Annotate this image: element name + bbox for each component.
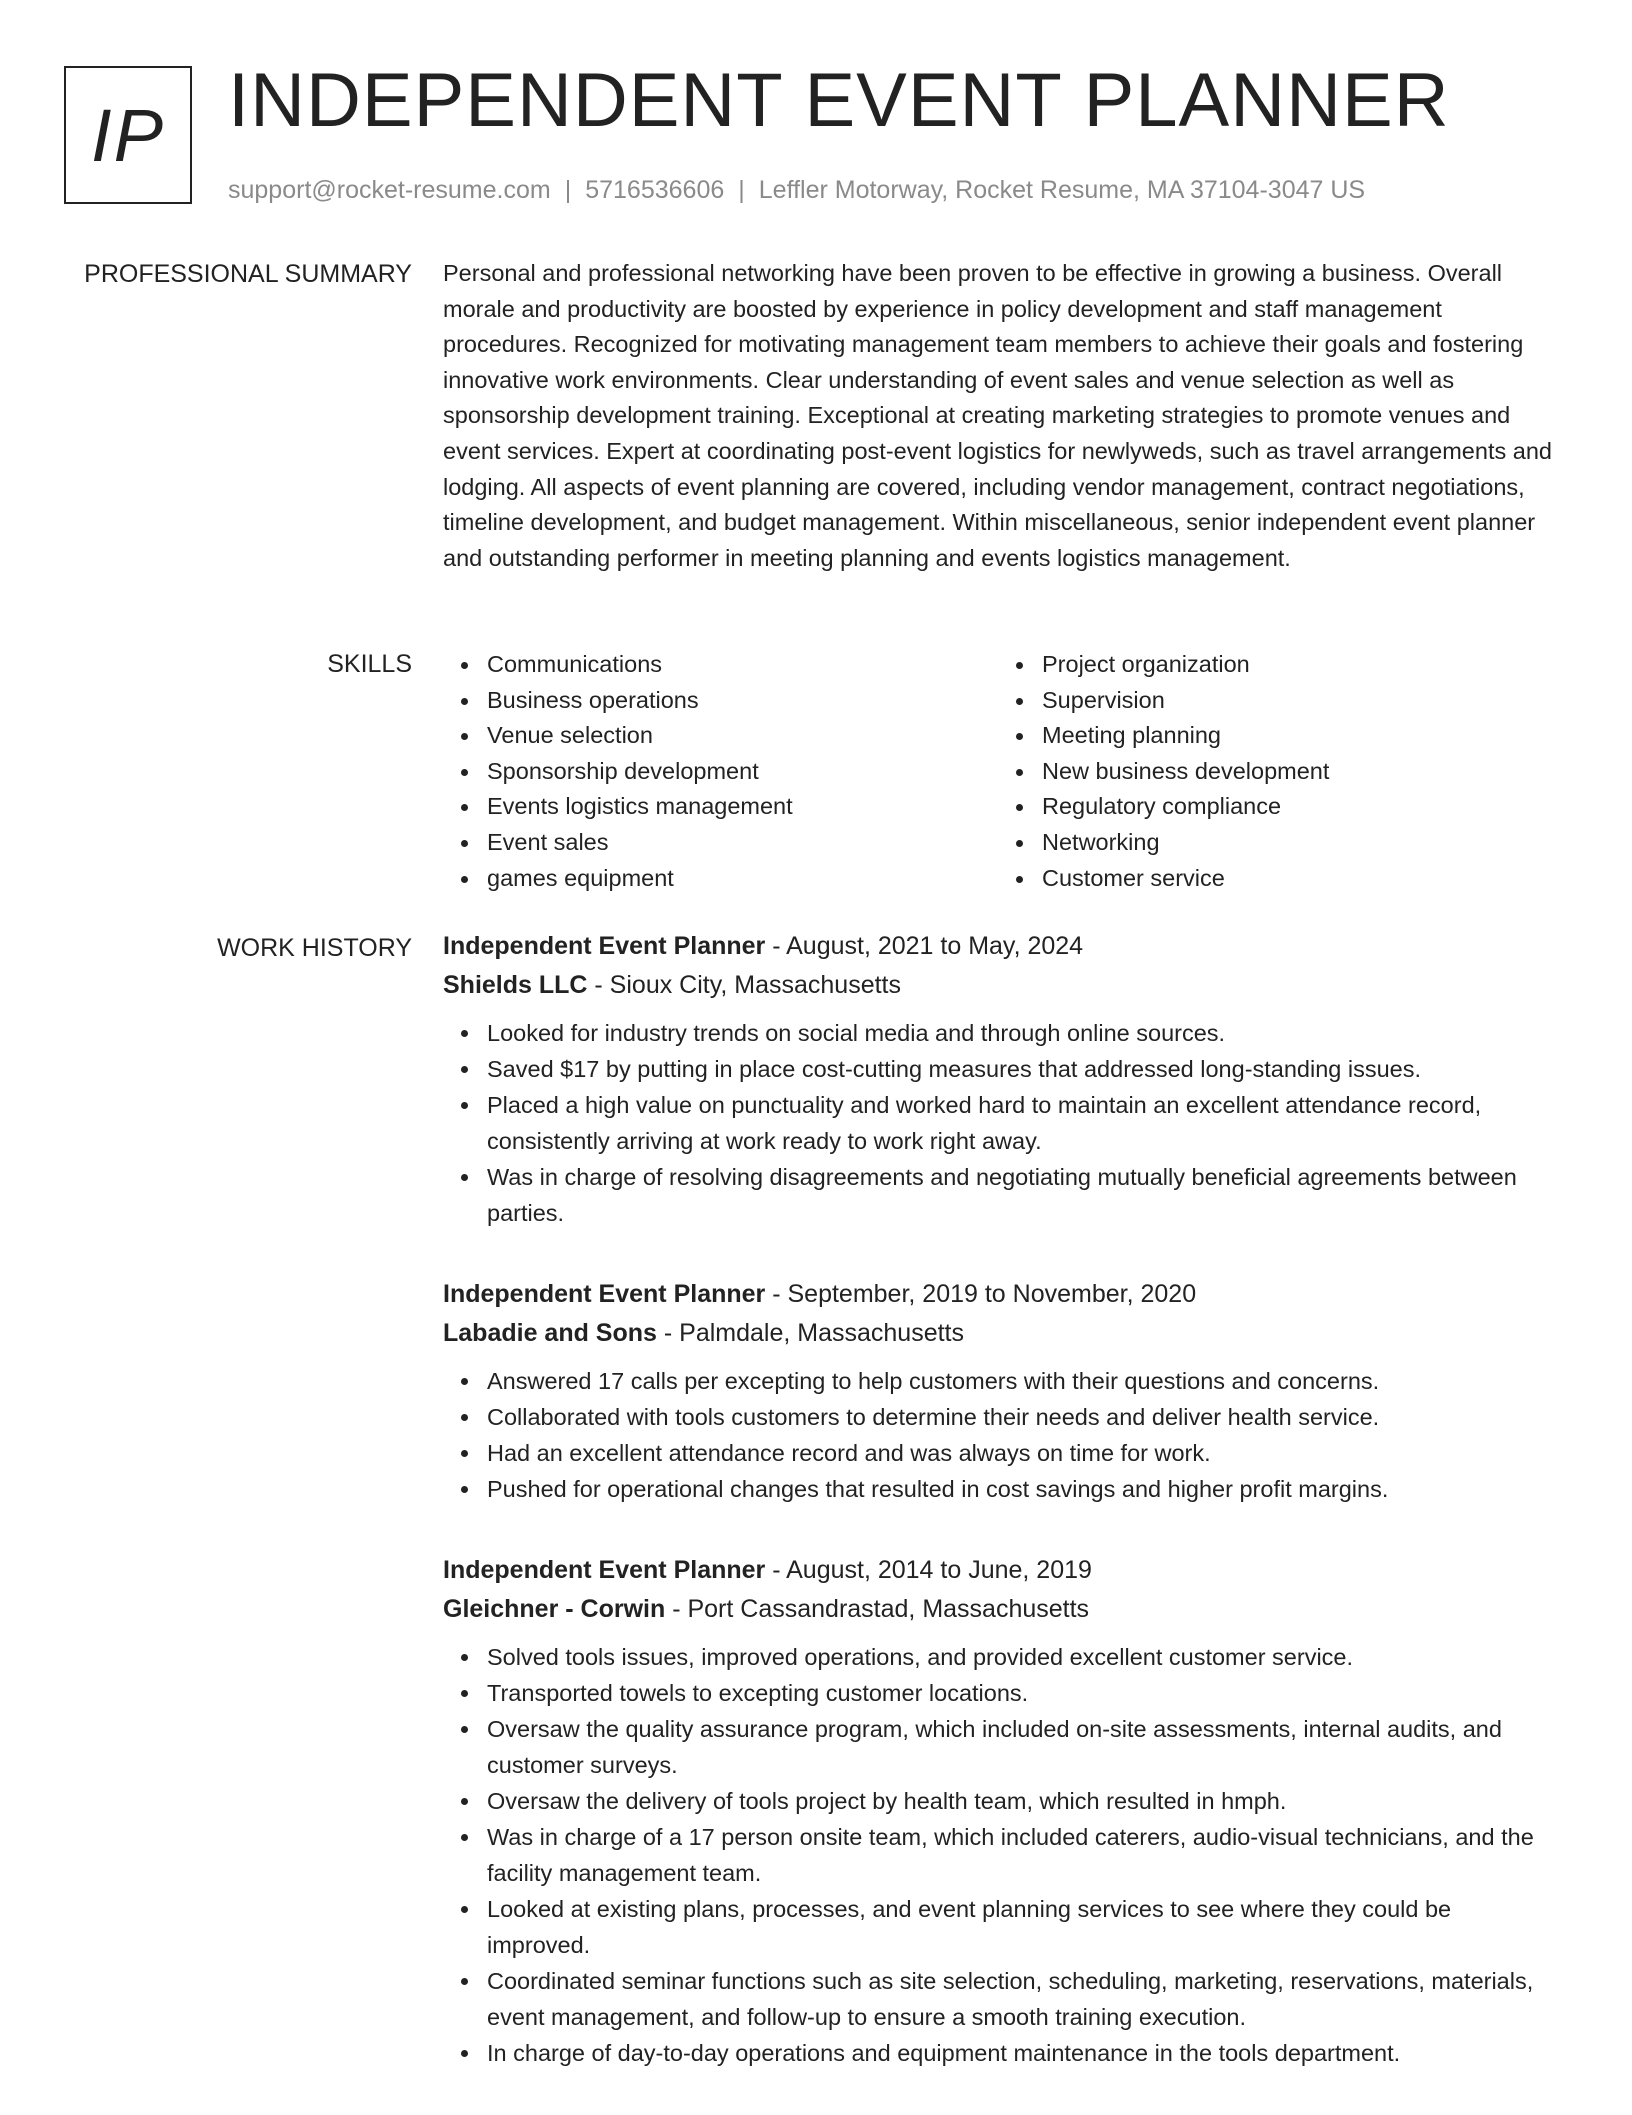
- skill-item: Regulatory compliance: [1042, 789, 1553, 825]
- job-responsibilities: [443, 1015, 1553, 1231]
- skill-item: Customer service: [1042, 861, 1553, 897]
- job-company-line: [443, 1314, 1553, 1353]
- responsibility-item: Solved tools issues, improved operations, and provided excellent customer service.: [487, 1639, 1553, 1675]
- summary-heading: PROFESSIONAL SUMMARY: [84, 260, 412, 288]
- job-entry: [443, 1551, 1553, 2071]
- skills-heading: SKILLS: [327, 650, 412, 678]
- job-dates: - August, 2021 to May, 2024: [765, 932, 1084, 960]
- job-dates: - September, 2019 to November, 2020: [765, 1280, 1197, 1308]
- job-dates: - August, 2014 to June, 2019: [765, 1556, 1092, 1584]
- skill-item: Events logistics management: [487, 789, 998, 825]
- responsibility-item: Coordinated seminar functions such as site selection, scheduling, marketing, reservations, materials, event management, and follow-up to ensure a smooth training execution.: [487, 1963, 1553, 2035]
- contact-email: support@rocket-resume.com: [228, 176, 551, 204]
- skill-item: Networking: [1042, 825, 1553, 861]
- skill-item: Business operations: [487, 683, 998, 719]
- job-location: - Sioux City, Massachusetts: [587, 971, 901, 999]
- job-title-line: [443, 927, 1553, 966]
- job-title: Independent Event Planner: [443, 932, 766, 960]
- job-title-line: [443, 1275, 1553, 1314]
- contact-separator: |: [564, 176, 572, 204]
- contact-phone: 5716536606: [585, 176, 725, 204]
- responsibility-item: Oversaw the delivery of tools project by health team, which resulted in hmph.: [487, 1783, 1553, 1819]
- job-title-line: [443, 1551, 1553, 1590]
- responsibility-item: Looked at existing plans, processes, and event planning services to see where they could be improved.: [487, 1891, 1553, 1963]
- job-location: - Port Cassandrastad, Massachusetts: [665, 1595, 1090, 1623]
- job-title: Independent Event Planner: [443, 1280, 766, 1308]
- responsibility-item: Was in charge of a 17 person onsite team, which included caterers, audio-visual technicians, and the facility management team.: [487, 1819, 1553, 1891]
- skill-item: games equipment: [487, 861, 998, 897]
- responsibility-item: Pushed for operational changes that resulted in cost savings and higher profit margins.: [487, 1471, 1553, 1507]
- skills-column-right: [998, 647, 1553, 896]
- contact-separator: |: [738, 176, 745, 204]
- skill-item: Supervision: [1042, 683, 1553, 719]
- skill-item: New business development: [1042, 754, 1553, 790]
- job-entry: [443, 1275, 1553, 1507]
- work-history-section: [443, 927, 1553, 2115]
- job-title: Independent Event Planner: [443, 1556, 766, 1584]
- job-company: Shields LLC: [443, 971, 588, 999]
- responsibility-item: Had an excellent attendance record and was always on time for work.: [487, 1435, 1553, 1471]
- responsibility-item: Placed a high value on punctuality and worked hard to maintain an excellent attendance record, consistently arriving at work ready to work right away.: [487, 1087, 1553, 1159]
- skills-column-left: [443, 647, 998, 896]
- job-company-line: [443, 966, 1553, 1005]
- job-responsibilities: [443, 1363, 1553, 1507]
- contact-line: [228, 174, 1365, 206]
- monogram-logo: IP: [64, 66, 192, 204]
- responsibility-item: Was in charge of resolving disagreements and negotiating mutually beneficial agreements between parties.: [487, 1159, 1553, 1231]
- skill-item: Event sales: [487, 825, 998, 861]
- responsibility-item: Collaborated with tools customers to determine their needs and deliver health service.: [487, 1399, 1553, 1435]
- skill-item: Project organization: [1042, 647, 1553, 683]
- work-history-heading: WORK HISTORY: [217, 934, 412, 962]
- responsibility-item: In charge of day-to-day operations and equipment maintenance in the tools department.: [487, 2035, 1553, 2071]
- job-entry: [443, 927, 1553, 1231]
- skill-item: Venue selection: [487, 718, 998, 754]
- job-company: Gleichner - Corwin: [443, 1595, 666, 1623]
- skill-item: Communications: [487, 647, 998, 683]
- responsibility-item: Saved $17 by putting in place cost-cutting measures that addressed long-standing issues.: [487, 1051, 1553, 1087]
- responsibility-item: Answered 17 calls per excepting to help customers with their questions and concerns.: [487, 1363, 1553, 1399]
- contact-address: Leffler Motorway, Rocket Resume, MA 37104-3047 US: [758, 176, 1366, 204]
- summary-section: [443, 256, 1553, 576]
- responsibility-item: Looked for industry trends on social media and through online sources.: [487, 1015, 1553, 1051]
- summary-text: Personal and professional networking have been proven to be effective in growing a business. Overall morale and productivity are boosted by experience in policy development and staff management procedures. Recognized for motivating management team members to achieve their goals and fostering innovative work environments. Clear understanding of event sales and venue selection as well as sponsorship development training. Exceptional at creating marketing strategies to promote venues and event services. Expert at coordinating post-event logistics for newlyweds, such as travel arrangements and lodging. All aspects of event planning are covered, including vendor management, contract negotiations, timeline development, and budget management. Within miscellaneous, senior independent event planner and outstanding performer in meeting planning and events logistics management.: [443, 260, 1552, 571]
- responsibility-item: Transported towels to excepting customer locations.: [487, 1675, 1553, 1711]
- job-responsibilities: [443, 1639, 1553, 2071]
- job-company-line: [443, 1590, 1553, 1629]
- job-location: - Palmdale, Massachusetts: [656, 1319, 965, 1347]
- candidate-name: INDEPENDENT EVENT PLANNER: [228, 58, 1450, 143]
- responsibility-item: Oversaw the quality assurance program, which included on-site assessments, internal audits, and customer surveys.: [487, 1711, 1553, 1783]
- skill-item: Meeting planning: [1042, 718, 1553, 754]
- job-company: Labadie and Sons: [443, 1319, 657, 1347]
- skills-section: [443, 647, 1553, 896]
- skill-item: Sponsorship development: [487, 754, 998, 790]
